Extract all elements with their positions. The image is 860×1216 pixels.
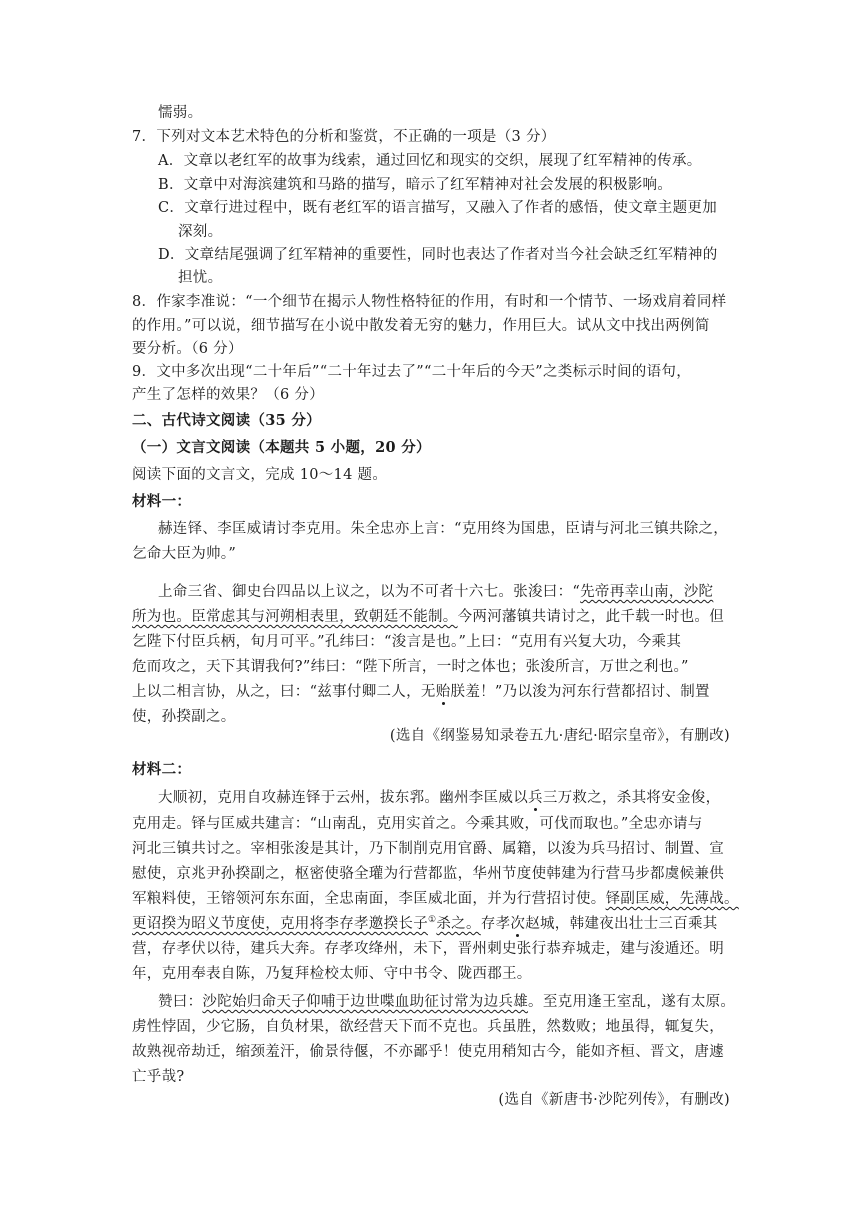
m1-p1-line-2: 乞命大臣为帅。” [132, 546, 237, 562]
m1-p1-line-1: 赫连铎、李匡威请讨李克用。朱全忠亦上言：“克用终为国患，臣请与河北三镇共除之， [158, 521, 729, 537]
m1-p2-line-5 [132, 682, 732, 702]
q7-option-d-cont: 担忧。 [178, 270, 223, 286]
m2-zan-line-1 [158, 992, 758, 1012]
material-2-source: (选自《新唐书·沙陀列传》，有删改) [498, 1092, 730, 1108]
m2-zan-line-1-text: 。至克用逢王室乱，遂有太原。 [528, 994, 736, 1010]
m2-line-7: 营，存孝伏以待，建兵大奔。存孝攻绛州，未下，晋州刺史张行恭弃城走，建与浚遁还。明 [132, 941, 724, 957]
m2-line-2: 克用走。铎与匡威共建言：“山南乱，克用实首之。今乘其败，可伐而取也。”全忠亦请与 [132, 816, 703, 832]
emphasis-dot-word: 贻 [435, 684, 451, 700]
q8-line-2: 的作用。”可以说，细节描写在小说中散发着无穷的魅力，作用巨大。试从文中找出两例简 [132, 318, 710, 334]
q7-option-d: D．文章结尾强调了红军精神的重要性，同时也表达了作者对当今社会缺乏红军精神的 [158, 247, 718, 263]
emphasis-dot-word: 次 [510, 916, 526, 932]
m1-p2-line-6: 使，孙揆副之。 [132, 709, 236, 725]
q7-option-a: A．文章以老红军的故事为线索，通过回忆和现实的交织，展现了红军精神的传承。 [158, 153, 702, 169]
m1-p2-line-2 [132, 607, 732, 627]
q6-tail: 懦弱。 [158, 105, 203, 121]
m1-p2-line-1-text: 上命三省、御史台四品以上议之，以为不可者十六七。张浚曰：“ [158, 584, 581, 600]
underlined-sentence: 铎副匡威，先薄战。 [605, 891, 739, 907]
m2-line-5-text: 军粮料使，王镕领河东东面，全忠南面，李匡威北面，并为行营招讨使。 [132, 891, 606, 907]
q7-stem: 7．下列对文本艺术特色的分析和鉴赏，不正确的一项是（3 分） [132, 129, 556, 145]
reading-instruction: 阅读下面的文言文，完成 10～14 题。 [132, 467, 388, 483]
q9-line-1: 9．文中多次出现“二十年后”“二十年过去了”“二十年后的今天”之类标示时间的语句， [132, 364, 691, 380]
subsection-title: （一）文言文阅读（本题共 5 小题，20 分） [132, 439, 431, 456]
m2-zan-line-2: 虏性悖固，少它肠，自负材果，欲经营天下而不克也。兵虽胜，然数败；地虽得，辄复失， [132, 1019, 724, 1035]
q7-option-b: B．文章中对海滨建筑和马路的描写，暗示了红军精神对社会发展的积极影响。 [158, 177, 673, 193]
underlined-sentence: 沙陀始归命天子仰哺于边世喋血助征讨常为边兵雄 [202, 994, 529, 1010]
underlined-sentence: 先帝再幸山南，沙陀 [580, 584, 714, 600]
material-1-label: 材料一： [132, 493, 192, 510]
m2-line-1-text-a: 大顺初，克用自攻赫连铎于云州，拔东郛。幽州李匡威以 [158, 790, 528, 806]
underlined-sentence-cont: 所为也。臣常虑其与河朔相表里，致朝廷不能制。 [132, 609, 458, 625]
footnote-marker: ① [428, 915, 437, 926]
m2-line-6-text-a: 存孝 [480, 916, 511, 932]
zan-label: 赞曰： [158, 994, 203, 1010]
m2-line-1 [158, 788, 758, 808]
m2-line-3: 河北三镇共讨之。宰相张浚是其计，乃下制削克用官爵、属籍，以浚为兵马招讨、制置、宣 [132, 841, 724, 857]
m2-line-6 [132, 914, 732, 934]
emphasis-dot-word: 兵 [528, 790, 543, 806]
q8-line-3: 要分析。（6 分） [132, 341, 243, 357]
m2-line-6-text-b: 赵城，韩建夜出壮士三百乘其 [525, 916, 718, 932]
m2-line-1-text-b: 三万救之，杀其将安金俊， [542, 790, 721, 806]
q7-option-c-cont: 深刻。 [178, 224, 223, 240]
material-2-label: 材料二： [132, 761, 192, 778]
m1-p2-line-4: 危而攻之，天下其谓我何?”纬曰：“陛下所言，一时之体也；张浚所言，万世之利也。” [132, 659, 689, 675]
q9-line-2: 产生了怎样的效果？（6 分） [132, 387, 325, 403]
underlined-sentence-end: 杀之。 [436, 916, 481, 932]
m1-p2-line-5-text-a: 上以二相言协，从之，曰：“兹事付卿二人，无 [132, 684, 436, 700]
m2-line-8: 年，克用奉表自陈，乃复拜检校太师、守中书令、陇西郡王。 [132, 966, 532, 982]
m2-line-4: 慰使，京兆尹孙揆副之，枢密使骆全瓘为行营都监，华州节度使韩建为行营马步都虞候兼供 [132, 866, 724, 882]
m1-p2-line-2-text: 今两河藩镇共请讨之，此千载一时也。但 [457, 609, 725, 625]
m2-line-5 [132, 889, 739, 909]
m2-zan-line-3: 故熟视帝劫迁，缩颈羞汗，偷景待偃，不亦鄙乎！使克用稍知古今，能如齐桓、晋文，唐遽 [132, 1044, 724, 1060]
underlined-sentence-cont: 更诏揆为昭义节度使，克用将李存孝邀揆长子 [132, 916, 428, 932]
m2-zan-line-4: 亡乎哉? [132, 1069, 185, 1085]
q7-option-c: C．文章行进过程中，既有老红军的语言描写，又融入了作者的感悟，使文章主题更加 [158, 200, 717, 216]
section-title: 二、古代诗文阅读（35 分） [132, 412, 321, 429]
q8-line-1: 8．作家李准说：“一个细节在揭示人物性格特征的作用，有时和一个情节、一场戏肩着同样 [132, 294, 727, 310]
m1-p2-line-3: 乞陛下付臣兵柄，旬月可平。”孔纬曰：“浚言是也。”上曰：“克用有兴复大功，今乘其 [132, 634, 682, 650]
m1-p2-line-5-text-b: 朕羞！”乃以浚为河东行营都招讨、制置 [450, 684, 710, 700]
m1-p2-line-1 [158, 582, 758, 602]
material-1-source: (选自《纲鉴易知录卷五九·唐纪·昭宗皇帝》，有删改) [389, 728, 730, 744]
